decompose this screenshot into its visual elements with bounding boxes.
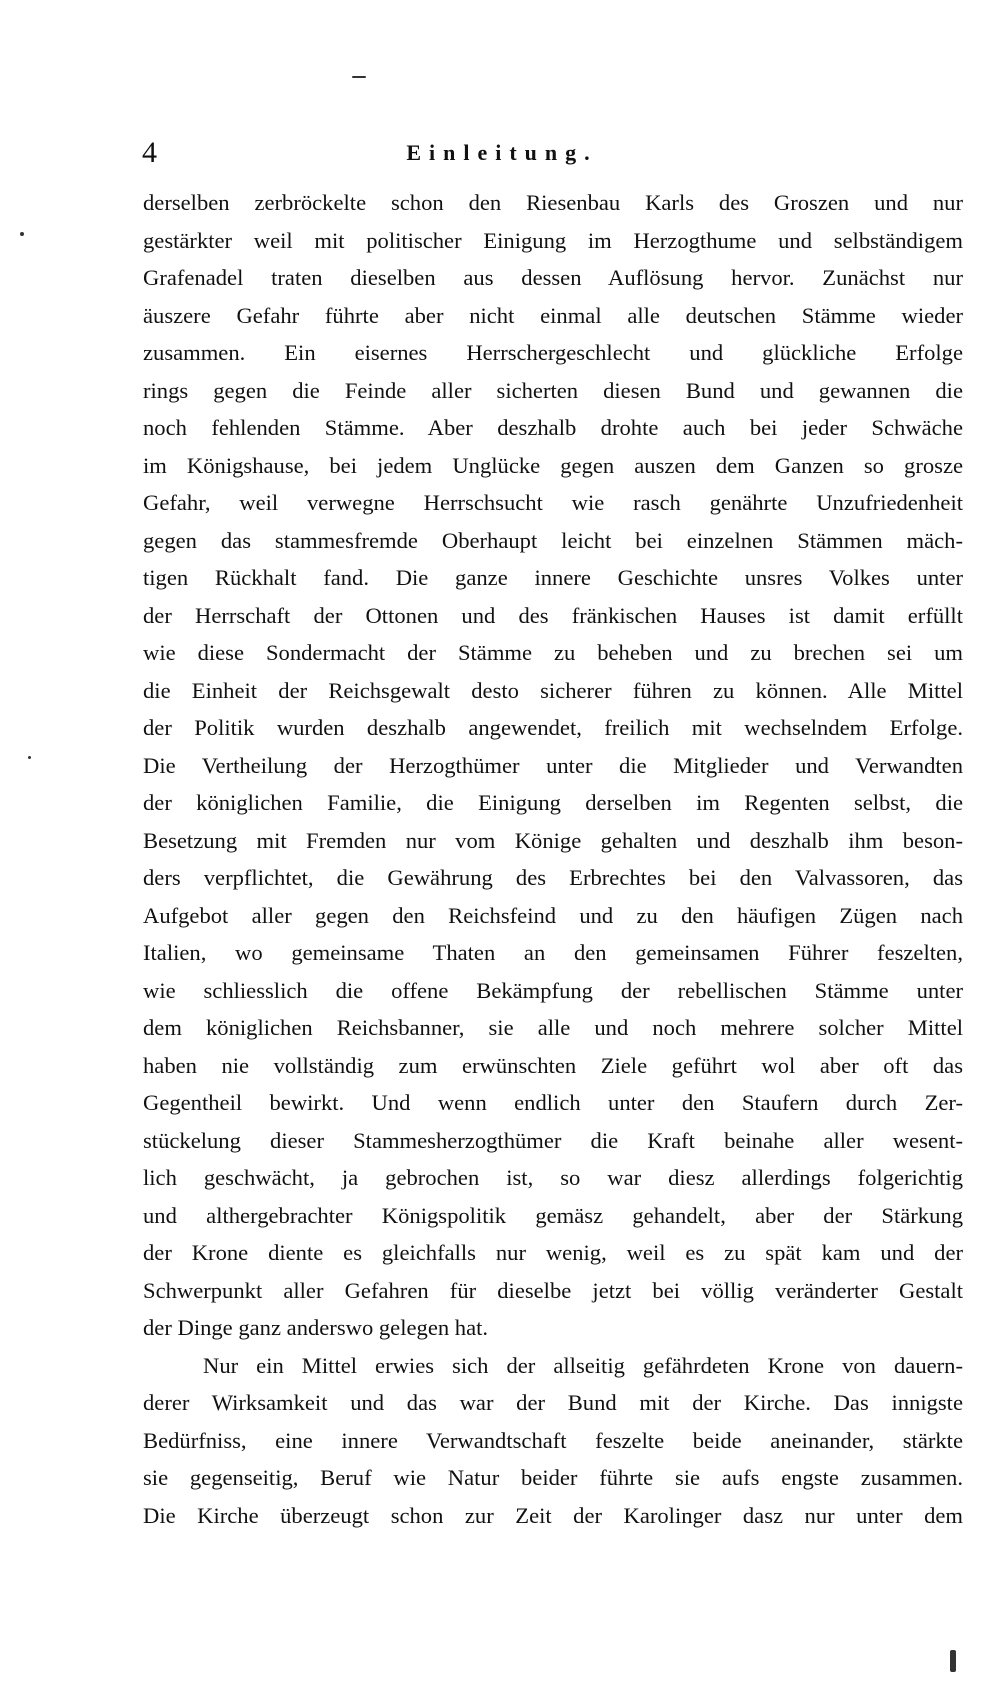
running-title: Einleitung. (406, 140, 598, 165)
text-line: noch fehlenden Stämme. Aber deszhalb drohte auch bei jeder Schwäche (143, 415, 963, 440)
text-line: Aufgebot aller gegen den Reichsfeind und zu den häufigen Zügen nach (143, 902, 963, 928)
text-line: Gefahr, weil verwegne Herrschsucht wie rasch genährte Unzufriedenheit (143, 490, 963, 515)
text-line: der Dinge ganz anderswo gelegen hat. (143, 1315, 489, 1340)
text-line: gestärkter weil mit politischer Einigung im Herzogthume und selbständigem (143, 227, 963, 253)
text-line: äuszere Gefahr führte aber nicht einmal alle deutschen Stämme wieder (143, 302, 963, 328)
text-line: im Königshause, bei jedem Unglücke gegen auszen dem Ganzen so grosze (143, 452, 963, 478)
text-line: Die Kirche überzeugt schon zur Zeit der Karolinger dasz nur unter dem (143, 1502, 963, 1528)
text-line: Besetzung mit Fremden nur vom Könige gehalten und deszhalb ihm beson- (143, 827, 963, 853)
text-line: Italien, wo gemeinsame Thaten an den gemeinsamen Führer feszelten, (143, 940, 963, 965)
text-line: zusammen. Ein eisernes Herrschergeschlecht und glückliche Erfolge (143, 340, 963, 365)
text-line: ders verpflichtet, die Gewährung des Erbrechtes bei den Valvassoren, das (143, 865, 963, 890)
text-line: stückelung dieser Stammesherzogthümer die Kraft beinahe aller wesent- (143, 1127, 963, 1153)
text-line: wie schliesslich die offene Bekämpfung der rebellischen Stämme unter (143, 977, 963, 1003)
text-line: die Einheit der Reichsgewalt desto sicherer führen zu können. Alle Mittel (143, 677, 963, 703)
text-line: Gegentheil bewirkt. Und wenn endlich unter den Staufern durch Zer- (143, 1090, 963, 1115)
text-line: der Herrschaft der Ottonen und des fränkischen Hauses ist damit erfüllt (143, 602, 963, 628)
text-line: Nur ein Mittel erwies sich der allseitig gefährdeten Krone von dauern- (203, 1352, 963, 1378)
text-line: tigen Rückhalt fand. Die ganze innere Geschichte unsres Volkes unter (143, 565, 963, 590)
scan-speck (28, 756, 31, 759)
paragraph-2 (143, 1347, 963, 1535)
text-line: der Politik wurden deszhalb angewendet, freilich mit wechselndem Erfolge. (143, 715, 963, 740)
text-line: Die Vertheilung der Herzogthümer unter die Mitglieder und Verwandten (143, 752, 963, 778)
text-line: haben nie vollständig zum erwünschten Ziele geführt wol aber oft das (143, 1052, 963, 1078)
scan-speck (352, 76, 366, 78)
text-line: und althergebrachter Königspolitik gemäsz gehandelt, aber der Stärkung (143, 1202, 963, 1228)
text-line: derselben zerbröckelte schon den Riesenbau Karls des Groszen und nur (143, 190, 963, 215)
text-line: lich geschwächt, ja gebrochen ist, so war diesz allerdings folgerichtig (143, 1165, 963, 1190)
body-text (143, 184, 963, 1534)
page-number: 4 (142, 136, 157, 169)
text-line: Grafenadel traten dieselben aus dessen Auflösung hervor. Zunächst nur (143, 265, 963, 290)
text-line: gegen das stammesfremde Oberhaupt leicht bei einzelnen Stämmen mäch- (143, 527, 963, 553)
text-line: wie diese Sondermacht der Stämme zu beheben und zu brechen sei um (143, 640, 963, 665)
text-line: rings gegen die Feinde aller sicherten diesen Bund und gewannen die (143, 377, 963, 403)
paragraph-1 (143, 184, 963, 1347)
scan-speck (950, 1650, 956, 1672)
text-line: Bedürfniss, eine innere Verwandtschaft feszelte beide aneinander, stärkte (143, 1427, 963, 1453)
text-line: derer Wirksamkeit und das war der Bund mit der Kirche. Das innigste (143, 1390, 963, 1415)
text-line: dem königlichen Reichsbanner, sie alle und noch mehrere solcher Mittel (143, 1015, 963, 1040)
scan-speck (20, 232, 24, 236)
text-line: der königlichen Familie, die Einigung derselben im Regenten selbst, die (143, 790, 963, 815)
text-line: Schwerpunkt aller Gefahren für dieselbe jetzt bei völlig veränderter Gestalt (143, 1277, 963, 1303)
text-line: der Krone diente es gleichfalls nur wenig, weil es zu spät kam und der (143, 1240, 963, 1265)
page-header (142, 136, 862, 170)
text-line: sie gegenseitig, Beruf wie Natur beider führte sie aufs engste zusammen. (143, 1465, 963, 1490)
